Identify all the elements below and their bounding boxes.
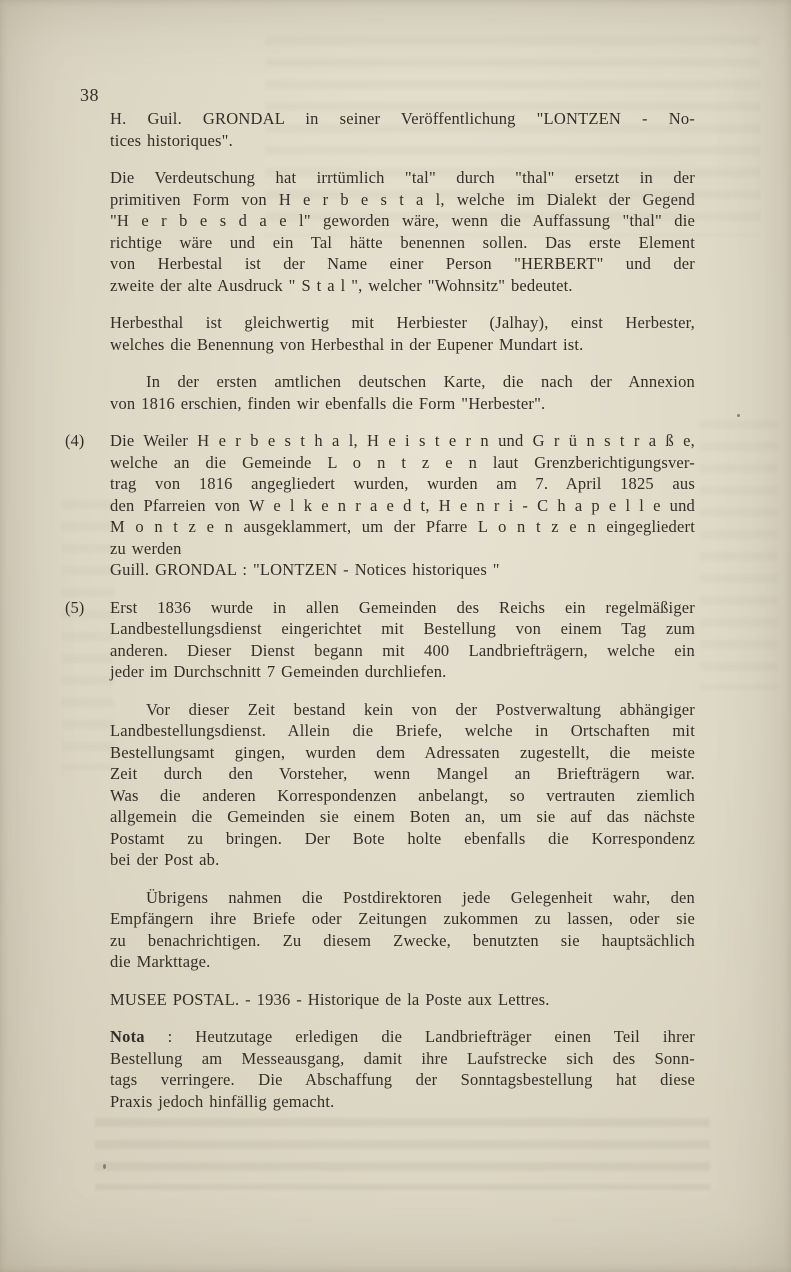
ink-speck <box>737 414 740 417</box>
bleedthrough-artifact-left-margin <box>62 500 114 770</box>
text-line: von 1816 erschien, finden wir ebenfalls die Form "Herbester". <box>110 393 546 413</box>
footnote-marker: (5) <box>65 597 85 617</box>
text-line: In der ersten amtlichen deutschen Karte, die nach der Annexion <box>146 372 695 391</box>
text-line: tices historiques". <box>110 130 233 150</box>
text-line: Zeit durch den Vorsteher, wenn Mangel an Briefträgern war. <box>110 764 695 783</box>
para-karte <box>110 371 695 414</box>
text-line: von Herbestal ist der Name einer Person "HERBERT" und der <box>110 254 695 273</box>
text-line: Herbesthal ist gleichwertig mit Herbiester (Jalhay), einst Herbester, <box>110 313 695 332</box>
para-herbesthal <box>110 312 695 355</box>
text-line: welches die Benennung von Herbesthal in der Eupener Mundart ist. <box>110 334 584 354</box>
text-line: jeder im Durchschnitt 7 Gemeinden durchliefen. <box>110 662 447 681</box>
para-grondal <box>110 108 695 151</box>
para-vor-dieser-zeit <box>110 699 695 871</box>
text-line: MUSEE POSTAL. - 1936 - Historique de la Poste aux Lettres. <box>110 989 550 1009</box>
text-line: Empfängern ihre Briefe oder Zeitungen zukommen zu lassen, oder sie <box>110 909 695 928</box>
page-number: 38 <box>80 85 99 105</box>
text-line: Vor dieser Zeit bestand kein von der Postverwaltung abhängiger <box>146 699 695 719</box>
text-line: Guill. GRONDAL : "LONTZEN - Notices historiques " <box>110 560 500 579</box>
text-line: Bestellungsamt gingen, wurden dem Adressaten zugestellt, die meiste <box>110 742 695 762</box>
text-line: zu benachrichtigen. Zu diesem Zwecke, benutzten sie hauptsächlich <box>110 930 695 950</box>
bleedthrough-artifact-bottom <box>95 1118 710 1190</box>
text-line: die Markttage. <box>110 952 211 971</box>
ink-speck <box>103 1164 106 1169</box>
para-musee <box>110 989 695 1011</box>
footnote-marker: (4) <box>65 431 85 450</box>
text-line: Postamt zu bringen. Der Bote holte ebenfalls die Korrespondenz <box>110 828 695 848</box>
para-verdeutschung <box>110 167 695 296</box>
text-column <box>65 108 695 1112</box>
note-4 <box>65 430 695 581</box>
text-line: zweite der alte Ausdruck " S t a l ", welcher "Wohnsitz" bedeutet. <box>110 275 573 295</box>
note-5 <box>65 597 695 683</box>
text-line: zu werden <box>110 538 182 558</box>
text-line: M o n t z e n ausgeklammert, um der Pfarre L o n t z e n eingegliedert <box>110 517 695 536</box>
text-line: anderen. Dieser Dienst begann mit 400 Landbriefträgern, welche ein <box>110 640 695 660</box>
text-line: bei der Post ab. <box>110 850 220 869</box>
text-line: Praxis jedoch hinfällig gemacht. <box>110 1091 335 1111</box>
text-line: Erst 1836 wurde in allen Gemeinden des Reichs ein regelmäßiger <box>110 597 695 617</box>
text-line: allgemein die Gemeinden sie einem Boten an, um sie auf das nächste <box>110 807 695 826</box>
text-line: "H e r b e s d a e l" geworden wäre, wenn die Auffassung "thal" die <box>110 211 695 230</box>
text-line: H. Guil. GRONDAL in seiner Veröffentlichung "LONTZEN - No- <box>110 109 695 128</box>
text-line: Die Verdeutschung hat irrtümlich "tal" durch "thal" ersetzt in der <box>110 168 695 187</box>
para-nota <box>110 1026 695 1112</box>
text-line: Was die anderen Korrespondenzen anbelangt, so vertrauten ziemlich <box>110 785 695 805</box>
para-uebrigens <box>110 887 695 973</box>
text-line: primitiven Form von H e r b e s t a l, welche im Dialekt der Gegend <box>110 189 695 209</box>
text-line: Bestellung am Messeausgang, damit ihre Laufstrecke sich des Sonn- <box>110 1048 695 1068</box>
text-line: Übrigens nahmen die Postdirektoren jede Gelegenheit wahr, den <box>146 887 695 907</box>
text-line: richtige wäre und ein Tal hätte benennen sollen. Das erste Element <box>110 232 695 252</box>
bold-lead: Nota <box>110 1027 145 1046</box>
text-line: trag von 1816 angegliedert wurden, wurden am 7. April 1825 aus <box>110 474 695 493</box>
text-line: Landbestellungsdienst eingerichtet mit Bestellung von einem Tag zum <box>110 619 695 638</box>
text-line: welche an die Gemeinde L o n t z e n laut Grenzberichtigungsver- <box>110 452 695 472</box>
bleedthrough-artifact-right-margin <box>700 420 778 690</box>
text-line: Nota : Heutzutage erledigen die Landbriefträger einen Teil ihrer <box>110 1027 695 1046</box>
text-line: Die Weiler H e r b e s t h a l, H e i s t e r n und G r ü n s t r a ß e, <box>110 431 695 450</box>
text-line: den Pfarreien von W e l k e n r a e d t, H e n r i - C h a p e l l e und <box>110 495 695 515</box>
text-line: tags verringere. Die Abschaffung der Sonntagsbestellung hat diese <box>110 1070 695 1089</box>
text-line: Landbestellungsdienst. Allein die Briefe, welche in Ortschaften mit <box>110 721 695 740</box>
